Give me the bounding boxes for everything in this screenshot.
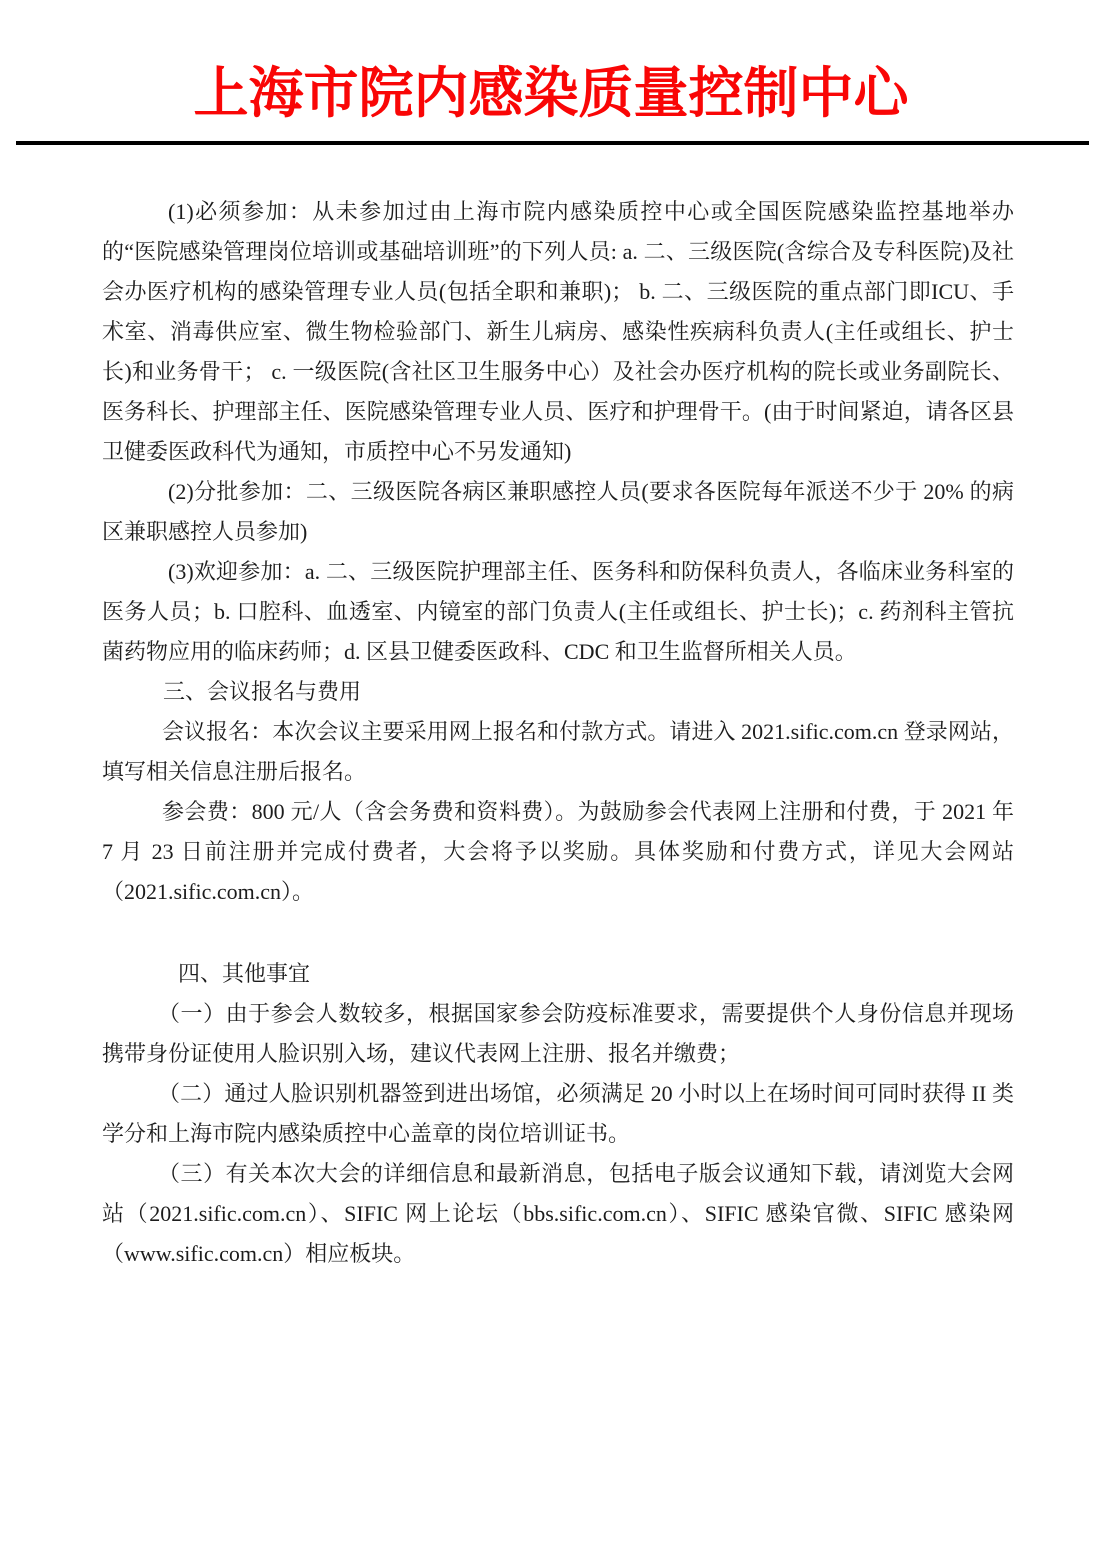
document-body <box>0 192 1102 1274</box>
document-title: 上海市院内感染质量控制中心 <box>193 62 909 124</box>
paragraph-other-1: （一）由于参会人数较多，根据国家参会防疫标准要求，需要提供个人身份信息并现场携带身份证使用人脸识别入场，建议代表网上注册、报名并缴费； <box>102 1001 1014 1066</box>
paragraph-registration: 会议报名：本次会议主要采用网上报名和付款方式。请进入 2021.sific.com.cn 登录网站，填写相关信息注册后报名。 <box>102 719 1014 784</box>
section-heading-other-matters: 四、其他事宜 <box>178 961 311 986</box>
paragraph-welcome-attend: (3)欢迎参加：a. 二、三级医院护理部主任、医务科和防保科负责人，各临床业务科室的医务人员；b. 口腔科、血透室、内镜室的部门负责人(主任或组长、护士长)；c. 药剂科主管抗菌药物应用的临床药师；d. 区县卫健委医政科、CDC 和卫生监督所相关人员。 <box>102 559 1014 664</box>
letterhead <box>0 0 1102 145</box>
paragraph-fee: 参会费：800 元/人（含会务费和资料费）。为鼓励参会代表网上注册和付费，于 2021 年 7 月 23 日前注册并完成付费者，大会将予以奖励。具体奖励和付费方式，详见大会网站（2021.sific.com.cn）。 <box>102 799 1014 904</box>
paragraph-other-3: （三）有关本次大会的详细信息和最新消息，包括电子版会议通知下载，请浏览大会网站（2021.sific.com.cn）、SIFIC 网上论坛（bbs.sific.com.cn）、SIFIC 感染官微、SIFIC 感染网（www.sific.com.cn）相应板块。 <box>102 1161 1014 1266</box>
section-heading-registration-fee: 三、会议报名与费用 <box>163 679 362 704</box>
paragraph-batch-attend: (2)分批参加：二、三级医院各病区兼职感控人员(要求各医院每年派送不少于 20% 的病区兼职感控人员参加) <box>102 479 1014 544</box>
paragraph-must-attend: (1)必须参加：从未参加过由上海市院内感染质控中心或全国医院感染监控基地举办的“医院感染管理岗位培训或基础培训班”的下列人员: a. 二、三级医院(含综合及专科医院)及社会办医疗机构的感染管理专业人员(包括全职和兼职)； b. 二、三级医院的重点部门即ICU、手术室、消毒供应室、微生物检验部门、新生儿病房、感染性疾病科负责人(主任或组长、护士长)和业务骨干； c. 一级医院(含社区卫生服务中心）及社会办医疗机构的院长或业务副院长、医务科长、护理部主任、医院感染管理专业人员、医疗和护理骨干。(由于时间紧迫，请各区县卫健委医政科代为通知，市质控中心不另发通知) <box>102 199 1014 464</box>
paragraph-other-2: （二）通过人脸识别机器签到进出场馆，必须满足 20 小时以上在场时间可同时获得 II 类学分和上海市院内感染质控中心盖章的岗位培训证书。 <box>102 1081 1014 1146</box>
blank-line <box>102 912 1014 954</box>
title-divider <box>16 141 1089 145</box>
